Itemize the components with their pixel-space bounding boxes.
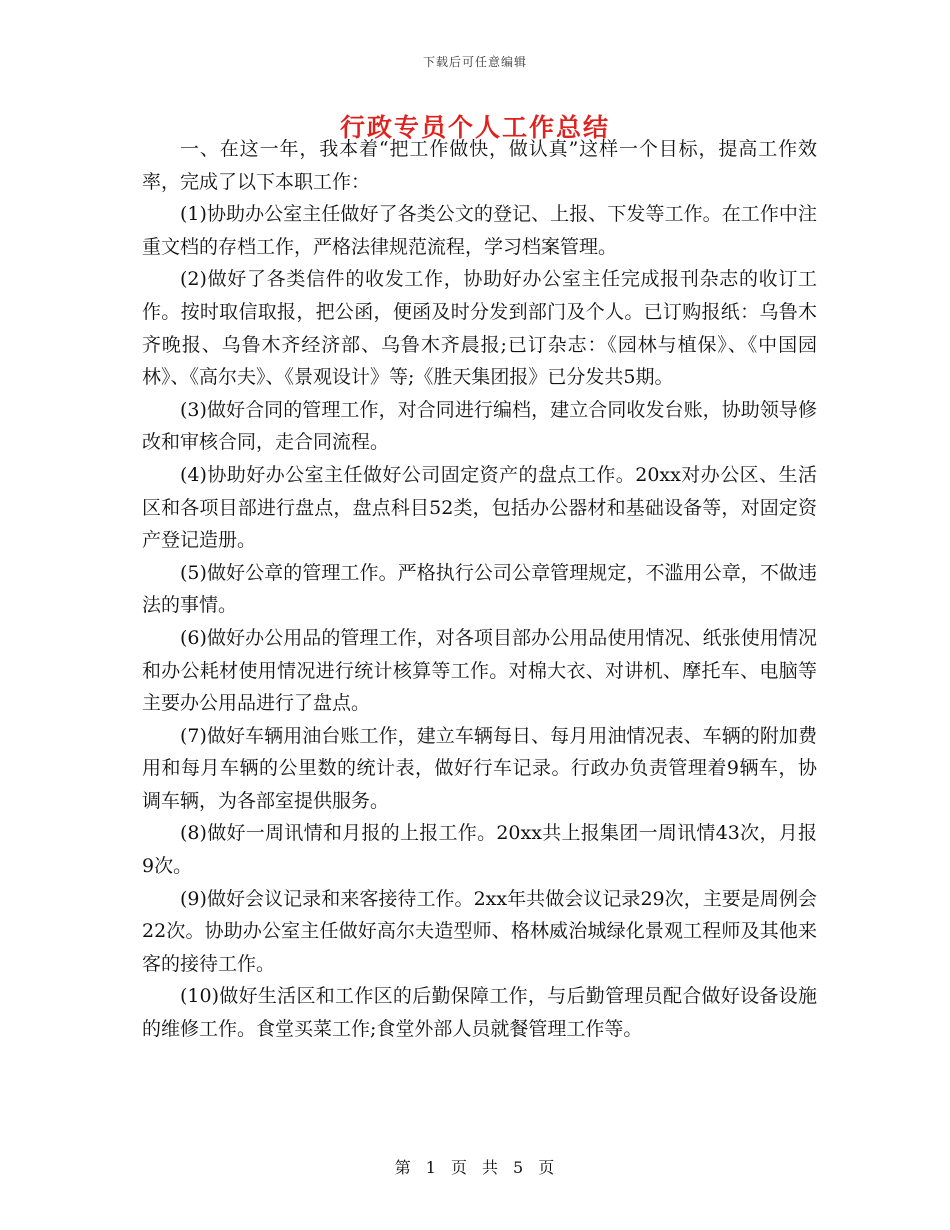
- paragraph-item-7: (7)做好车辆用油台账工作，建立车辆每日、每月用油情况表、车辆的附加费用和每月车辆的公里数的统计表，做好行车记录。行政办负责管理着9辆车，协调车辆，为各部室提供服务。: [142, 724, 817, 812]
- document-body: [142, 133, 817, 1046]
- paragraph-item-5: (5)做好公章的管理工作。严格执行公司公章管理规定，不滥用公章，不做违法的事情。: [142, 561, 817, 617]
- paragraph-item-3: (3)做好合同的管理工作，对合同进行编档，建立合同收发台账，协助领导修改和审核合同，走合同流程。: [142, 398, 817, 454]
- header-note: 下载后可任意编辑: [422, 55, 527, 69]
- paragraph-item-8: (8)做好一周讯情和月报的上报工作。20xx共上报集团一周讯情43次，月报9次。: [142, 822, 817, 878]
- paragraph-intro: 一、在这一年，我本着“把工作做快，做认真”这样一个目标，提高工作效率，完成了以下本职工作：: [142, 138, 817, 193]
- paragraph-item-6: (6)做好办公用品的管理工作，对各项目部办公用品使用情况、纸张使用情况和办公耗材使用情况进行统计核算等工作。对棉大衣、对讲机、摩托车、电脑等主要办公用品进行了盘点。: [142, 626, 817, 715]
- footer-label-total: 共: [482, 1158, 500, 1177]
- page-footer: [0, 1155, 950, 1178]
- paragraph-item-4: (4)协助好办公室主任做好公司固定资产的盘点工作。20xx对办公区、生活区和各项目部进行盘点，盘点科目52类，包括办公器材和基础设备等，对固定资产登记造册。: [142, 463, 817, 552]
- document-title: 行政专员个人工作总结: [339, 113, 610, 142]
- footer-label-total-unit: 页: [538, 1158, 556, 1177]
- paragraph-item-1: (1)协助办公室主任做好了各类公文的登记、上报、下发等工作。在工作中注重文档的存档工作，严格法律规范流程，学习档案管理。: [142, 203, 817, 258]
- paragraph-item-9: (9)做好会议记录和来客接待工作。2xx年共做会议记录29次，主要是周例会22次。协助办公室主任做好高尔夫造型师、格林威治城绿化景观工程师及其他来客的接待工作。: [142, 887, 817, 975]
- footer-label-page: 第: [394, 1158, 412, 1177]
- footer-current-page: 1: [425, 1158, 437, 1177]
- footer-total-pages: 5: [513, 1158, 525, 1177]
- footer-label-page-unit: 页: [450, 1158, 468, 1177]
- paragraph-item-10: (10)做好生活区和工作区的后勤保障工作，与后勤管理员配合做好设备设施的维修工作。食堂买菜工作;食堂外部人员就餐管理工作等。: [142, 985, 817, 1041]
- paragraph-item-2: (2)做好了各类信件的收发工作，协助好办公室主任完成报刊杂志的收订工作。按时取信取报，把公函，便函及时分发到部门及个人。已订购报纸：乌鲁木齐晚报、乌鲁木齐经济部、乌鲁木齐晨报;已订杂志：《园林与植保》、《中国园林》、《高尔夫》、《景观设计》等;《胜天集团报》已分发共5期。: [142, 268, 817, 389]
